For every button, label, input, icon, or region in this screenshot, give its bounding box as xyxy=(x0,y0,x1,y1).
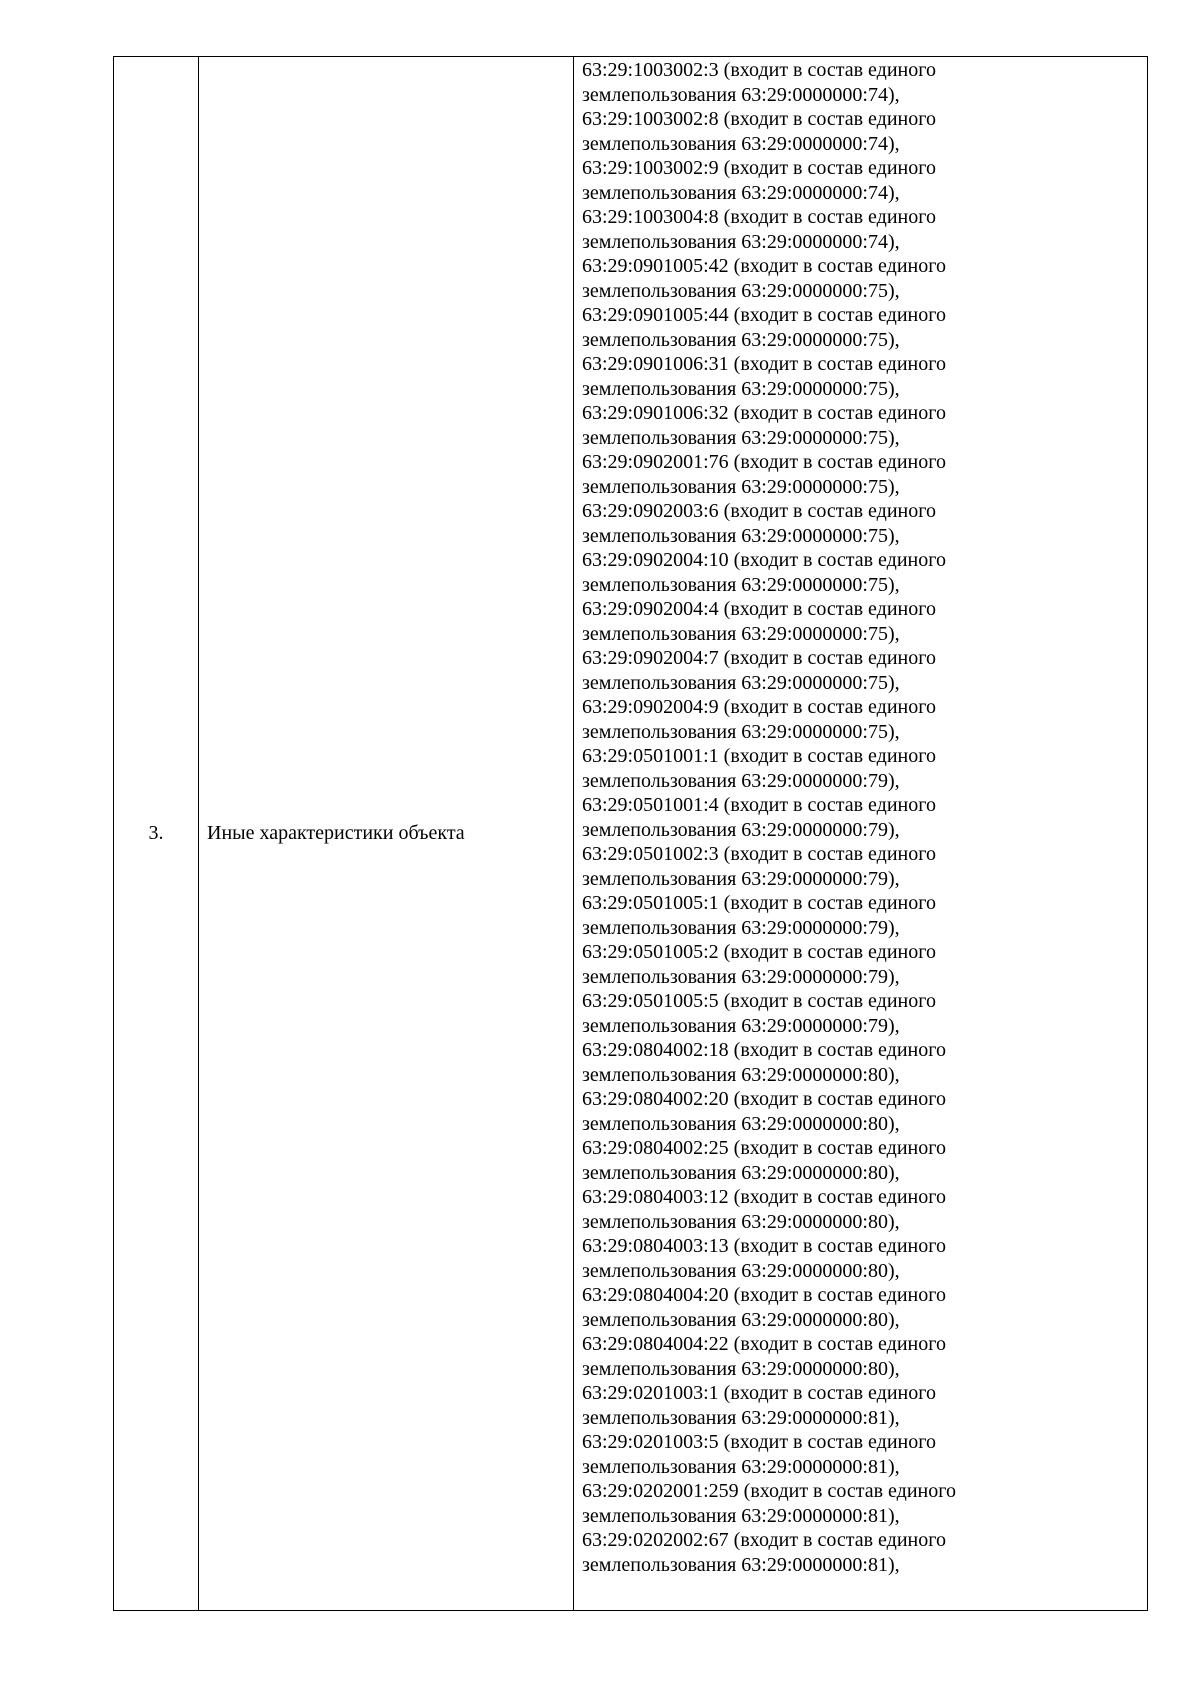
parcel-number: 63:29:0201003:5 xyxy=(582,1431,719,1453)
parcel-usage-line: землепользования 63:29:0000000:74), xyxy=(582,132,900,155)
parcel-number: 63:29:0902001:76 xyxy=(582,451,729,473)
parcel-usage-line: землепользования 63:29:0000000:79), xyxy=(582,1014,900,1037)
row-value xyxy=(574,57,1148,1611)
parcel-number: 63:29:0901006:32 xyxy=(582,402,729,424)
parcel-number: 63:29:0501001:4 xyxy=(582,794,719,816)
parcel-number: 63:29:1003004:8 xyxy=(582,206,719,228)
parcel-entry-line xyxy=(582,156,1147,181)
parcel-usage-line: землепользования 63:29:0000000:80), xyxy=(582,1308,900,1331)
parcel-entry-line xyxy=(582,58,1147,83)
parcel-note: (входит в состав единого xyxy=(743,1480,956,1502)
parcel-note: (входит в состав единого xyxy=(733,1284,946,1306)
parcel-usage-line: землепользования 63:29:0000000:75), xyxy=(582,720,900,743)
parcel-usage-line: землепользования 63:29:0000000:74), xyxy=(582,181,900,204)
row-number: 3. xyxy=(114,57,199,1611)
parcel-note: (входит в состав единого xyxy=(733,304,946,326)
parcel-usage-line: землепользования 63:29:0000000:79), xyxy=(582,916,900,939)
parcel-usage-line: землепользования 63:29:0000000:80), xyxy=(582,1259,900,1282)
parcel-note: (входит в состав единого xyxy=(723,598,936,620)
parcel-number: 63:29:0501005:2 xyxy=(582,941,719,963)
parcel-usage-line: землепользования 63:29:0000000:79), xyxy=(582,818,900,841)
parcel-usage-line: землепользования 63:29:0000000:75), xyxy=(582,475,900,498)
characteristics-table xyxy=(113,56,1148,1611)
parcel-note: (входит в состав единого xyxy=(733,1039,946,1061)
parcel-note: (входит в состав единого xyxy=(723,794,936,816)
parcel-note: (входит в состав единого xyxy=(723,892,936,914)
parcel-entry-line xyxy=(582,254,1147,279)
parcel-usage-line: землепользования 63:29:0000000:81), xyxy=(582,1553,900,1576)
parcel-list xyxy=(582,58,1147,1577)
parcel-entry-line xyxy=(582,303,1147,328)
parcel-usage-line: землепользования 63:29:0000000:81), xyxy=(582,1504,900,1527)
parcel-usage-line: землепользования 63:29:0000000:75), xyxy=(582,524,900,547)
parcel-usage-line: землепользования 63:29:0000000:80), xyxy=(582,1161,900,1184)
parcel-note: (входит в состав единого xyxy=(723,500,936,522)
parcel-number: 63:29:0501002:3 xyxy=(582,843,719,865)
parcel-number: 63:29:1003002:3 xyxy=(582,59,719,81)
parcel-entry-line xyxy=(582,744,1147,769)
parcel-number: 63:29:0804002:25 xyxy=(582,1137,729,1159)
parcel-number: 63:29:0804002:18 xyxy=(582,1039,729,1061)
parcel-entry-line xyxy=(582,352,1147,377)
parcel-number: 63:29:0804004:20 xyxy=(582,1284,729,1306)
parcel-entry-line xyxy=(582,1479,1147,1504)
parcel-usage-line: землепользования 63:29:0000000:80), xyxy=(582,1210,900,1233)
parcel-usage-line: землепользования 63:29:0000000:74), xyxy=(582,83,900,106)
parcel-usage-line: землепользования 63:29:0000000:75), xyxy=(582,671,900,694)
parcel-entry-line xyxy=(582,548,1147,573)
parcel-usage-line: землепользования 63:29:0000000:79), xyxy=(582,867,900,890)
parcel-number: 63:29:1003002:8 xyxy=(582,108,719,130)
parcel-entry-line xyxy=(582,1381,1147,1406)
parcel-number: 63:29:0902004:9 xyxy=(582,696,719,718)
parcel-note: (входит в состав единого xyxy=(723,108,936,130)
parcel-entry-line xyxy=(582,1283,1147,1308)
parcel-number: 63:29:0202002:67 xyxy=(582,1529,729,1551)
parcel-note: (входит в состав единого xyxy=(723,647,936,669)
parcel-entry-line xyxy=(582,205,1147,230)
parcel-note: (входит в состав единого xyxy=(733,1137,946,1159)
parcel-note: (входит в состав единого xyxy=(723,843,936,865)
parcel-note: (входит в состав единого xyxy=(723,941,936,963)
parcel-note: (входит в состав единого xyxy=(733,451,946,473)
parcel-number: 63:29:0202001:259 xyxy=(582,1480,739,1502)
parcel-number: 63:29:0901005:42 xyxy=(582,255,729,277)
row-name: Иные характеристики объекта xyxy=(199,57,574,1611)
parcel-note: (входит в состав единого xyxy=(733,402,946,424)
parcel-number: 63:29:0901006:31 xyxy=(582,353,729,375)
parcel-usage-line: землепользования 63:29:0000000:74), xyxy=(582,230,900,253)
parcel-entry-line xyxy=(582,1528,1147,1553)
parcel-usage-line: землепользования 63:29:0000000:81), xyxy=(582,1455,900,1478)
parcel-note: (входит в состав единого xyxy=(733,353,946,375)
parcel-usage-line: землепользования 63:29:0000000:79), xyxy=(582,769,900,792)
parcel-entry-line xyxy=(582,597,1147,622)
parcel-number: 63:29:0201003:1 xyxy=(582,1382,719,1404)
parcel-entry-line xyxy=(582,1038,1147,1063)
parcel-number: 63:29:0804004:22 xyxy=(582,1333,729,1355)
parcel-entry-line xyxy=(582,646,1147,671)
parcel-usage-line: землепользования 63:29:0000000:80), xyxy=(582,1112,900,1135)
parcel-usage-line: землепользования 63:29:0000000:75), xyxy=(582,426,900,449)
parcel-note: (входит в состав единого xyxy=(733,1529,946,1551)
parcel-number: 63:29:0901005:44 xyxy=(582,304,729,326)
parcel-entry-line xyxy=(582,1136,1147,1161)
parcel-usage-line: землепользования 63:29:0000000:80), xyxy=(582,1063,900,1086)
parcel-number: 63:29:0902004:4 xyxy=(582,598,719,620)
parcel-note: (входит в состав единого xyxy=(723,696,936,718)
parcel-note: (входит в состав единого xyxy=(733,1186,946,1208)
parcel-entry-line xyxy=(582,989,1147,1014)
parcel-note: (входит в состав единого xyxy=(723,990,936,1012)
parcel-entry-line xyxy=(582,450,1147,475)
parcel-number: 63:29:0501005:5 xyxy=(582,990,719,1012)
parcel-usage-line: землепользования 63:29:0000000:79), xyxy=(582,965,900,988)
parcel-usage-line: землепользования 63:29:0000000:80), xyxy=(582,1357,900,1380)
parcel-note: (входит в состав единого xyxy=(723,1431,936,1453)
parcel-number: 63:29:0902004:7 xyxy=(582,647,719,669)
parcel-usage-line: землепользования 63:29:0000000:75), xyxy=(582,622,900,645)
parcel-entry-line xyxy=(582,107,1147,132)
parcel-number: 63:29:1003002:9 xyxy=(582,157,719,179)
parcel-entry-line xyxy=(582,1332,1147,1357)
parcel-usage-line: землепользования 63:29:0000000:75), xyxy=(582,377,900,400)
parcel-number: 63:29:0501005:1 xyxy=(582,892,719,914)
parcel-number: 63:29:0902003:6 xyxy=(582,500,719,522)
parcel-entry-line xyxy=(582,499,1147,524)
parcel-usage-line: землепользования 63:29:0000000:75), xyxy=(582,279,900,302)
parcel-note: (входит в состав единого xyxy=(723,206,936,228)
parcel-number: 63:29:0902004:10 xyxy=(582,549,729,571)
parcel-entry-line xyxy=(582,1234,1147,1259)
parcel-note: (входит в состав единого xyxy=(733,1333,946,1355)
parcel-note: (входит в состав единого xyxy=(723,157,936,179)
parcel-usage-line: землепользования 63:29:0000000:75), xyxy=(582,328,900,351)
parcel-entry-line xyxy=(582,940,1147,965)
parcel-note: (входит в состав единого xyxy=(723,745,936,767)
table-row xyxy=(114,57,1148,1611)
parcel-note: (входит в состав единого xyxy=(723,1382,936,1404)
parcel-entry-line xyxy=(582,1087,1147,1112)
parcel-note: (входит в состав единого xyxy=(733,1235,946,1257)
parcel-entry-line xyxy=(582,1430,1147,1455)
parcel-usage-line: землепользования 63:29:0000000:75), xyxy=(582,573,900,596)
parcel-note: (входит в состав единого xyxy=(733,255,946,277)
parcel-note: (входит в состав единого xyxy=(733,1088,946,1110)
parcel-number: 63:29:0501001:1 xyxy=(582,745,719,767)
parcel-entry-line xyxy=(582,401,1147,426)
parcel-number: 63:29:0804002:20 xyxy=(582,1088,729,1110)
parcel-entry-line xyxy=(582,842,1147,867)
parcel-note: (входит в состав единого xyxy=(723,59,936,81)
parcel-entry-line xyxy=(582,891,1147,916)
parcel-number: 63:29:0804003:13 xyxy=(582,1235,729,1257)
parcel-entry-line xyxy=(582,695,1147,720)
parcel-entry-line xyxy=(582,793,1147,818)
parcel-usage-line: землепользования 63:29:0000000:81), xyxy=(582,1406,900,1429)
parcel-note: (входит в состав единого xyxy=(733,549,946,571)
parcel-number: 63:29:0804003:12 xyxy=(582,1186,729,1208)
parcel-entry-line xyxy=(582,1185,1147,1210)
